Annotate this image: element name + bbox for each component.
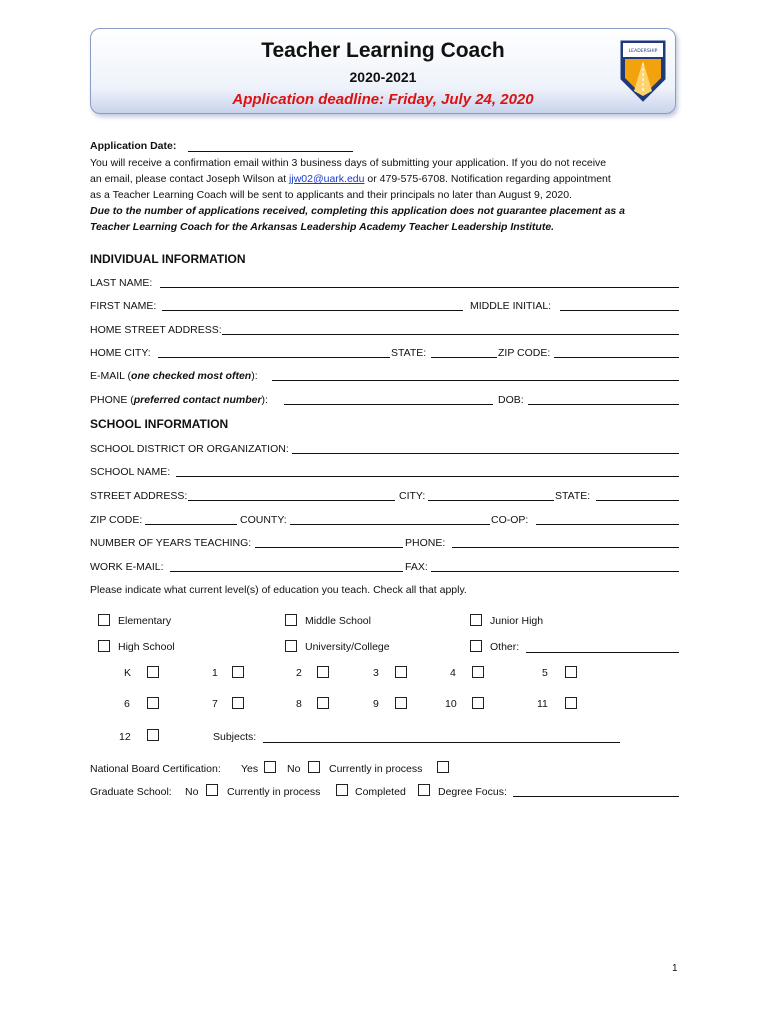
grade-7-label: 7 xyxy=(212,698,218,710)
university-label: University/College xyxy=(305,641,390,653)
degree-focus-field[interactable] xyxy=(513,796,679,797)
work-email-label: WORK E-MAIL: xyxy=(90,561,164,573)
middle-initial-field[interactable] xyxy=(560,310,679,311)
application-deadline: Application deadline: Friday, July 24, 2020 xyxy=(232,91,534,108)
school-phone-label: PHONE: xyxy=(405,537,446,549)
phone-field[interactable] xyxy=(284,404,493,405)
academy-logo xyxy=(619,39,667,103)
grade-5-label: 5 xyxy=(542,667,548,679)
fax-label: FAX: xyxy=(405,561,428,573)
school-state-label: STATE: xyxy=(555,490,591,502)
grade-12-checkbox[interactable] xyxy=(147,729,159,741)
junior-high-checkbox[interactable] xyxy=(470,614,482,626)
levels-instruction: Please indicate what current level(s) of education you teach. Check all that apply. xyxy=(90,584,467,596)
application-date-label: Application Date: xyxy=(90,140,177,152)
contact-email-link[interactable]: jjw02@uark.edu xyxy=(289,173,365,185)
grade-5-checkbox[interactable] xyxy=(565,666,577,678)
home-state-label: STATE: xyxy=(391,347,427,359)
degree-focus-label: Degree Focus: xyxy=(438,786,507,798)
intro-line-1: You will receive a confirmation email within 3 business days of submitting your application. If you do not receive xyxy=(90,157,607,169)
home-state-field[interactable] xyxy=(431,357,497,358)
email-label: E-MAIL (one checked most often): xyxy=(90,370,258,382)
grade-10-checkbox[interactable] xyxy=(472,697,484,709)
grad-in-process-label: Currently in process xyxy=(227,786,321,798)
grade-10-label: 10 xyxy=(445,698,457,710)
years-teaching-label: NUMBER OF YEARS TEACHING: xyxy=(90,537,252,549)
national-board-label: National Board Certification: xyxy=(90,763,221,775)
grade-4-checkbox[interactable] xyxy=(472,666,484,678)
school-city-label: CITY: xyxy=(399,490,426,502)
grad-no-label: No xyxy=(185,786,199,798)
school-zip-field[interactable] xyxy=(145,524,237,525)
intro-line-2: an email, please contact Joseph Wilson at jjw02@uark.edu or 479-575-6708. Notification regarding appointment xyxy=(90,173,611,185)
grad-no-checkbox[interactable] xyxy=(206,784,218,796)
high-school-checkbox[interactable] xyxy=(98,640,110,652)
other-label: Other: xyxy=(490,641,520,653)
grade-6-label: 6 xyxy=(124,698,130,710)
school-city-field[interactable] xyxy=(428,500,554,501)
school-state-field[interactable] xyxy=(596,500,679,501)
grade-9-label: 9 xyxy=(373,698,379,710)
high-school-label: High School xyxy=(118,641,175,653)
school-district-field[interactable] xyxy=(292,453,679,454)
school-street-field[interactable] xyxy=(188,500,395,501)
last-name-label: LAST NAME: xyxy=(90,277,153,289)
application-date-field[interactable] xyxy=(188,151,353,152)
grade-7-checkbox[interactable] xyxy=(232,697,244,709)
subjects-label: Subjects: xyxy=(213,731,257,743)
grade-6-checkbox[interactable] xyxy=(147,697,159,709)
grade-11-checkbox[interactable] xyxy=(565,697,577,709)
other-field[interactable] xyxy=(526,652,679,653)
home-street-label: HOME STREET ADDRESS: xyxy=(90,324,222,336)
home-zip-field[interactable] xyxy=(554,357,679,358)
grade-2-label: 2 xyxy=(296,667,302,679)
grade-11-label: 11 xyxy=(537,698,548,710)
middle-school-checkbox[interactable] xyxy=(285,614,297,626)
last-name-field[interactable] xyxy=(160,287,679,288)
grade-1-label: 1 xyxy=(212,667,218,679)
first-name-field[interactable] xyxy=(162,310,463,311)
middle-initial-label: MIDDLE INITIAL: xyxy=(470,300,552,312)
first-name-label: FIRST NAME: xyxy=(90,300,157,312)
graduate-school-label: Graduate School: xyxy=(90,786,172,798)
nbc-yes-checkbox[interactable] xyxy=(264,761,276,773)
school-information-heading: SCHOOL INFORMATION xyxy=(90,417,229,431)
university-checkbox[interactable] xyxy=(285,640,297,652)
header-banner xyxy=(90,28,676,114)
county-field[interactable] xyxy=(290,524,490,525)
page-number: 1 xyxy=(672,963,678,974)
school-phone-field[interactable] xyxy=(452,547,679,548)
grade-9-checkbox[interactable] xyxy=(395,697,407,709)
grade-1-checkbox[interactable] xyxy=(232,666,244,678)
elementary-label: Elementary xyxy=(118,615,172,627)
school-name-label: SCHOOL NAME: xyxy=(90,466,171,478)
middle-school-label: Middle School xyxy=(305,615,371,627)
phone-label: PHONE (preferred contact number): xyxy=(90,394,268,406)
grade-8-label: 8 xyxy=(296,698,302,710)
email-field[interactable] xyxy=(272,380,679,381)
grade-3-checkbox[interactable] xyxy=(395,666,407,678)
nbc-yes-label: Yes xyxy=(241,763,259,775)
nbc-no-label: No xyxy=(287,763,301,775)
years-teaching-field[interactable] xyxy=(255,547,403,548)
subjects-field[interactable] xyxy=(263,742,620,743)
nbc-no-checkbox[interactable] xyxy=(308,761,320,773)
grade-k-checkbox[interactable] xyxy=(147,666,159,678)
grad-completed-label: Completed xyxy=(355,786,406,798)
junior-high-label: Junior High xyxy=(490,615,544,627)
coop-label: CO-OP: xyxy=(491,514,529,526)
work-email-field[interactable] xyxy=(170,571,403,572)
intro-line-3: as a Teacher Learning Coach will be sent to applicants and their principals no later than August 9, 2020. xyxy=(90,189,572,201)
nbc-in-process-checkbox[interactable] xyxy=(437,761,449,773)
dob-label: DOB: xyxy=(498,394,524,406)
home-zip-label: ZIP CODE: xyxy=(498,347,551,359)
grade-4-label: 4 xyxy=(450,667,456,679)
school-name-field[interactable] xyxy=(176,476,679,477)
coop-field[interactable] xyxy=(536,524,679,525)
elementary-checkbox[interactable] xyxy=(98,614,110,626)
individual-information-heading: INDIVIDUAL INFORMATION xyxy=(90,252,246,266)
svg-text:LEADERSHIP: LEADERSHIP xyxy=(628,49,658,54)
grad-completed-checkbox[interactable] xyxy=(418,784,430,796)
form-year: 2020-2021 xyxy=(349,69,417,85)
form-title: Teacher Learning Coach xyxy=(261,39,505,62)
placement-note-1: Due to the number of applications received, completing this application does not guarantee placement as a xyxy=(90,205,626,217)
school-district-label: SCHOOL DISTRICT OR ORGANIZATION: xyxy=(90,443,289,455)
grade-3-label: 3 xyxy=(373,667,379,679)
grad-in-process-checkbox[interactable] xyxy=(336,784,348,796)
school-street-label: STREET ADDRESS: xyxy=(90,490,188,502)
fax-field[interactable] xyxy=(431,571,679,572)
home-street-field[interactable] xyxy=(222,334,679,335)
county-label: COUNTY: xyxy=(240,514,287,526)
grade-12-label: 12 xyxy=(119,731,131,743)
other-checkbox[interactable] xyxy=(470,640,482,652)
nbc-in-process-label: Currently in process xyxy=(329,763,423,775)
home-city-field[interactable] xyxy=(158,357,390,358)
placement-note-2: Teacher Learning Coach for the Arkansas Leadership Academy Teacher Leadership Institute. xyxy=(90,221,555,233)
grade-2-checkbox[interactable] xyxy=(317,666,329,678)
grade-k-label: K xyxy=(124,667,132,679)
dob-field[interactable] xyxy=(528,404,679,405)
grade-8-checkbox[interactable] xyxy=(317,697,329,709)
school-zip-label: ZIP CODE: xyxy=(90,514,143,526)
home-city-label: HOME CITY: xyxy=(90,347,151,359)
